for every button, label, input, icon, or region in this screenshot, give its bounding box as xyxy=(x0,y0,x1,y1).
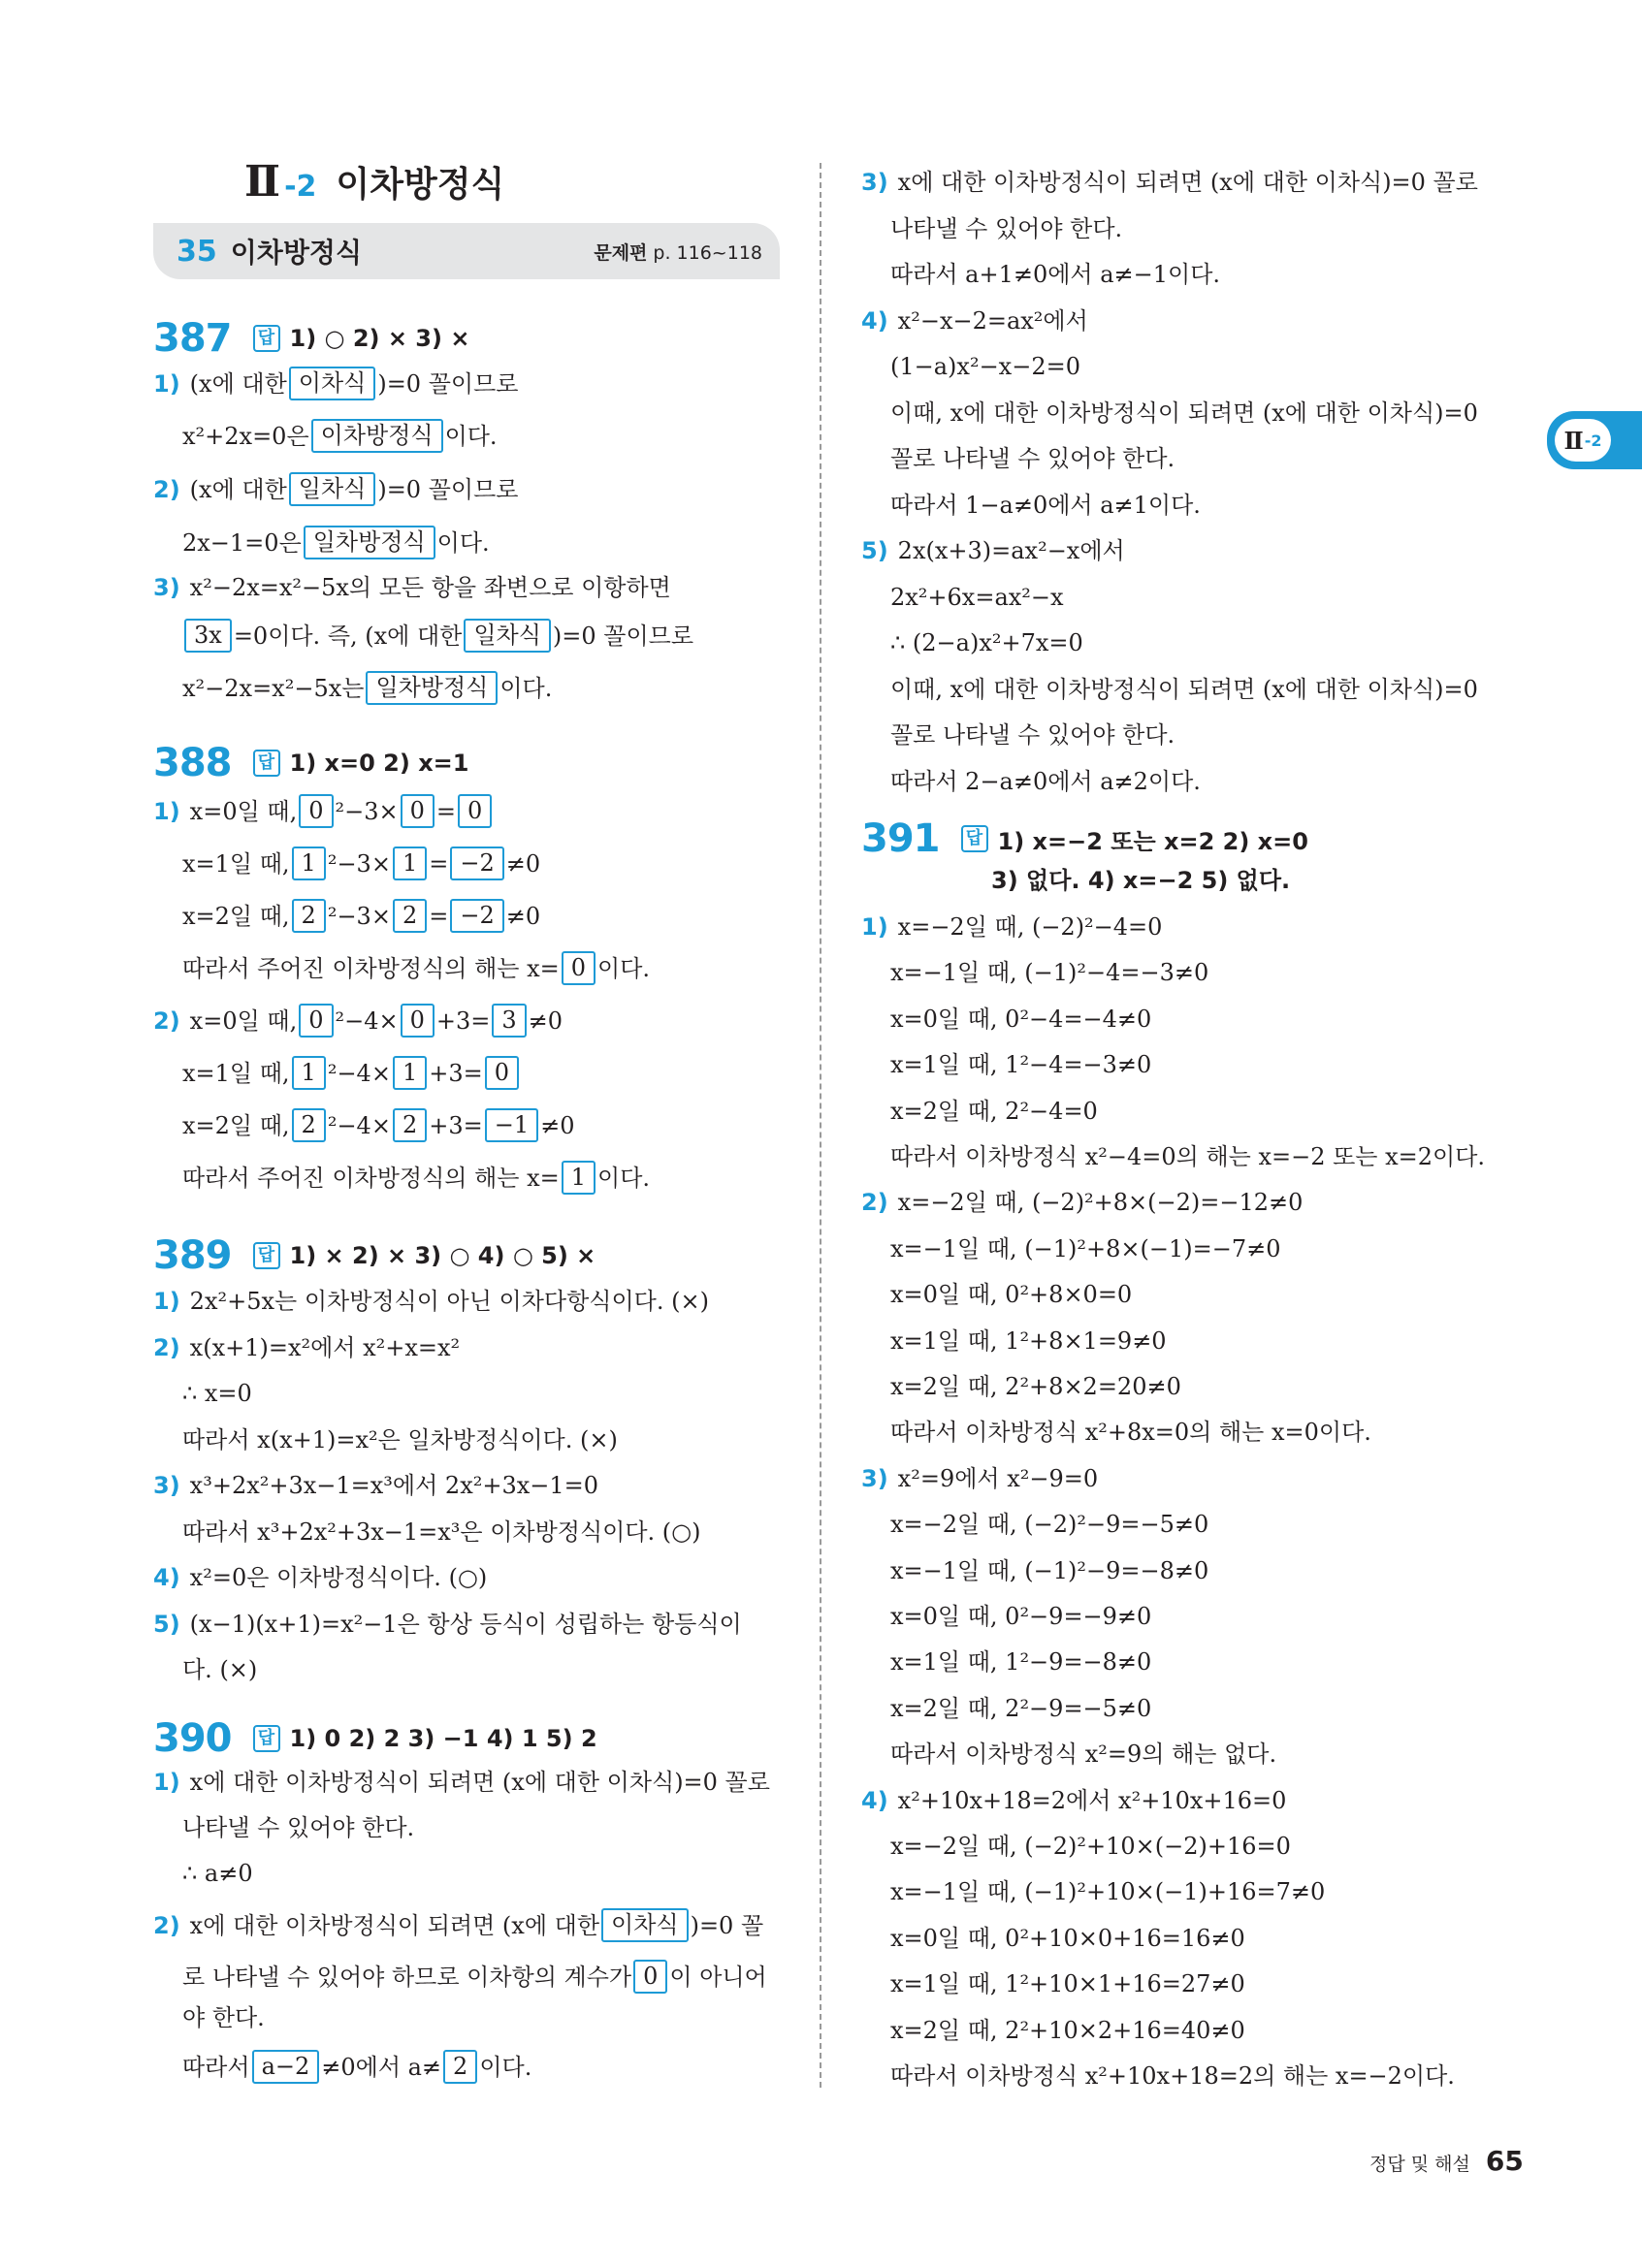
solution-line: 2) (x에 대한 일차식 )=0 꼴이므로 xyxy=(153,472,518,506)
solution-line: x=2일 때, 2 ²−3× 2 = −2 ≠0 xyxy=(182,899,540,933)
solution-line: 다. (×) xyxy=(182,1656,258,1683)
solution-line: 나타낼 수 있어야 한다. xyxy=(890,214,1123,242)
solution-line: x=2일 때, 2²+8×2=20≠0 xyxy=(890,1373,1181,1400)
solution-line: 이때, x에 대한 이차방정식이 되려면 (x에 대한 이차식)=0 xyxy=(890,399,1478,427)
solution-line: ∴ (2−a)x²+7x=0 xyxy=(890,629,1083,656)
solution-line: 4) x²−x−2=ax²에서 xyxy=(861,306,1088,335)
problem-answer-continued: 3) 없다. 4) x=−2 5) 없다. xyxy=(991,867,1291,894)
solution-line: x=1일 때, 1²+8×1=9≠0 xyxy=(890,1326,1167,1355)
solution-line: 2x−1=0은 일차방정식 이다. xyxy=(182,526,490,559)
problem-387-header xyxy=(153,316,469,361)
problem-389-header xyxy=(153,1233,596,1278)
solution-line: ∴ x=0 xyxy=(182,1380,252,1407)
solution-line: 1) x=−2일 때, (−2)²−4=0 xyxy=(861,913,1163,941)
page-footer xyxy=(1369,2145,1524,2177)
solution-line: 2) x(x+1)=x²에서 x²+x=x² xyxy=(153,1333,461,1361)
solution-line: 꼴로 나타낼 수 있어야 한다. xyxy=(890,445,1175,472)
problem-answer: 1) x=−2 또는 x=2 2) x=0 xyxy=(997,827,1308,855)
answer-mark: 답 xyxy=(253,1242,280,1269)
solution-line: 4) x²+10x+18=2에서 x²+10x+16=0 xyxy=(861,1786,1287,1814)
answer-mark: 답 xyxy=(961,825,988,852)
solution-line: x=1일 때, 1²−9=−8≠0 xyxy=(890,1648,1152,1677)
solution-line: 2x²+6x=ax²−x xyxy=(890,583,1064,611)
solution-line: x=−2일 때, (−2)²−9=−5≠0 xyxy=(890,1511,1209,1539)
answer-mark: 답 xyxy=(253,750,280,777)
solution-line: 따라서 주어진 이차방정식의 해는 x= 1 이다. xyxy=(182,1161,650,1195)
solution-line: 따라서 x³+2x²+3x−1=x³은 이차방정식이다. (○) xyxy=(182,1517,701,1546)
chapter-roman-numeral: Ⅱ xyxy=(244,157,281,207)
solution-line: 로 나타낼 수 있어야 하므로 이차항의 계수가 0 이 아니어 xyxy=(182,1960,767,1994)
page-number: 65 xyxy=(1485,2145,1524,2177)
solution-line: x=0일 때, 0²−9=−9≠0 xyxy=(890,1603,1152,1630)
solution-line: 따라서 이차방정식 x²+10x+18=2의 해는 x=−2이다. xyxy=(890,2062,1455,2090)
problem-number: 387 xyxy=(153,316,232,361)
solution-line: 5) 2x(x+3)=ax²−x에서 xyxy=(861,537,1125,564)
solution-line: 1) (x에 대한 이차식 )=0 꼴이므로 xyxy=(153,367,518,400)
section-header-bar xyxy=(153,223,780,279)
solution-line: 따라서 이차방정식 x²+8x=0의 해는 x=0이다. xyxy=(890,1419,1371,1447)
solution-line: 따라서 이차방정식 x²=9의 해는 없다. xyxy=(890,1741,1277,1769)
answer-mark: 답 xyxy=(253,325,280,352)
section-page-reference: 문제편 p. 116~118 xyxy=(594,241,762,264)
solution-line: 따라서 x(x+1)=x²은 일차방정식이다. (×) xyxy=(182,1425,618,1453)
solution-line: 3) x²=9에서 x²−9=0 xyxy=(861,1464,1099,1492)
solution-line: 2) x=−2일 때, (−2)²+8×(−2)=−12≠0 xyxy=(861,1189,1304,1217)
footer-label: 정답 및 해설 xyxy=(1369,2154,1470,2175)
solution-line: x=2일 때, 2²−4=0 xyxy=(890,1097,1098,1125)
problem-number: 388 xyxy=(153,741,232,785)
solution-line: x=0일 때, 0²+8×0=0 xyxy=(890,1281,1133,1309)
solution-line: x=2일 때, 2 ²−4× 2 +3= −1 ≠0 xyxy=(182,1108,575,1142)
problem-390-header xyxy=(153,1716,597,1761)
solution-line: 4) x²=0은 이차방정식이다. (○) xyxy=(153,1564,488,1591)
problem-number: 389 xyxy=(153,1233,232,1278)
problem-number: 391 xyxy=(861,816,940,861)
solution-line: x=2일 때, 2²+10×2+16=40≠0 xyxy=(890,2016,1245,2044)
chapter-title xyxy=(244,157,504,207)
solution-line: 따라서 2−a≠0에서 a≠2이다. xyxy=(890,767,1201,795)
solution-line: 따라서 이차방정식 x²−4=0의 해는 x=−2 또는 x=2이다. xyxy=(890,1143,1486,1170)
solution-line: (1−a)x²−x−2=0 xyxy=(890,353,1080,380)
solution-line: 꼴로 나타낼 수 있어야 한다. xyxy=(890,721,1175,749)
solution-line: x=−1일 때, (−1)²−4=−3≠0 xyxy=(890,959,1209,987)
solution-line: x²+2x=0은 이차방정식 이다. xyxy=(182,419,498,453)
solution-line: 2) x=0일 때, 0 ²−4× 0 +3= 3 ≠0 xyxy=(153,1004,563,1038)
solution-line: x=2일 때, 2²−9=−5≠0 xyxy=(890,1694,1152,1722)
chapter-name: 이차방정식 xyxy=(336,165,505,205)
problem-answer: 1) 0 2) 2 3) −1 4) 1 5) 2 xyxy=(289,1725,597,1752)
section-name: 이차방정식 xyxy=(230,237,362,269)
solution-line: x=1일 때, 1 ²−4× 1 +3= 0 xyxy=(182,1056,521,1090)
problem-answer: 1) ○ 2) × 3) × xyxy=(289,325,470,352)
solution-line: x=0일 때, 0²+10×0+16=16≠0 xyxy=(890,1924,1245,1952)
solution-line: 3) x에 대한 이차방정식이 되려면 (x에 대한 이차식)=0 꼴로 xyxy=(861,169,1478,196)
solution-line: x=−1일 때, (−1)²+8×(−1)=−7≠0 xyxy=(890,1234,1281,1262)
chapter-side-tab-label: Ⅱ -2 xyxy=(1555,419,1611,462)
solution-line: 따라서 a−2 ≠0에서 a≠ 2 이다. xyxy=(182,2050,531,2084)
solution-line: x=−1일 때, (−1)²+10×(−1)+16=7≠0 xyxy=(890,1878,1326,1906)
solution-line: 1) x=0일 때, 0 ²−3× 0 = 0 xyxy=(153,794,494,828)
solution-line: 이때, x에 대한 이차방정식이 되려면 (x에 대한 이차식)=0 xyxy=(890,675,1478,703)
solution-line: x=0일 때, 0²−4=−4≠0 xyxy=(890,1005,1152,1033)
solution-line: x=1일 때, 1 ²−3× 1 = −2 ≠0 xyxy=(182,847,540,880)
solution-line: 따라서 a+1≠0에서 a≠−1이다. xyxy=(890,261,1221,288)
problem-391-header xyxy=(861,816,1308,861)
solution-line: 따라서 주어진 이차방정식의 해는 x= 0 이다. xyxy=(182,951,650,985)
solution-line: x=1일 때, 1²−4=−3≠0 xyxy=(890,1051,1152,1079)
chapter-subnumber: -2 xyxy=(284,170,317,204)
solution-line: x²−2x=x²−5x는 일차방정식 이다. xyxy=(182,671,552,705)
solution-line: 3) x²−2x=x²−5x의 모든 항을 좌변으로 이항하면 xyxy=(153,574,671,601)
problem-answer: 1) × 2) × 3) ○ 4) ○ 5) × xyxy=(289,1242,596,1269)
problem-388-header xyxy=(153,741,468,785)
solution-line: 1) x에 대한 이차방정식이 되려면 (x에 대한 이차식)=0 꼴로 xyxy=(153,1769,770,1796)
problem-answer: 1) x=0 2) x=1 xyxy=(289,750,469,777)
solution-line: x=1일 때, 1²+10×1+16=27≠0 xyxy=(890,1970,1245,1998)
solution-line: ∴ a≠0 xyxy=(182,1860,253,1887)
solution-line: 3x =0이다. 즉, (x에 대한 일차식 )=0 꼴이므로 xyxy=(182,619,693,653)
column-divider xyxy=(820,163,821,2088)
solution-line: 야 한다. xyxy=(182,2004,265,2031)
problem-number: 390 xyxy=(153,1716,232,1761)
solution-line: 2) x에 대한 이차방정식이 되려면 (x에 대한 이차식 )=0 꼴 xyxy=(153,1908,763,1942)
solution-line: 3) x³+2x²+3x−1=x³에서 2x²+3x−1=0 xyxy=(153,1472,599,1499)
section-number: 35 xyxy=(177,234,217,269)
solution-line: x=−2일 때, (−2)²+10×(−2)+16=0 xyxy=(890,1833,1291,1860)
solution-line: x=−1일 때, (−1)²−9=−8≠0 xyxy=(890,1556,1209,1584)
solution-line: 나타낼 수 있어야 한다. xyxy=(182,1814,415,1841)
solution-line: 1) 2x²+5x는 이차방정식이 아닌 이차다항식이다. (×) xyxy=(153,1288,709,1315)
answer-mark: 답 xyxy=(253,1725,280,1752)
solution-line: 따라서 1−a≠0에서 a≠1이다. xyxy=(890,491,1201,519)
solution-line: 5) (x−1)(x+1)=x²−1은 항상 등식이 성립하는 항등식이 xyxy=(153,1610,742,1638)
